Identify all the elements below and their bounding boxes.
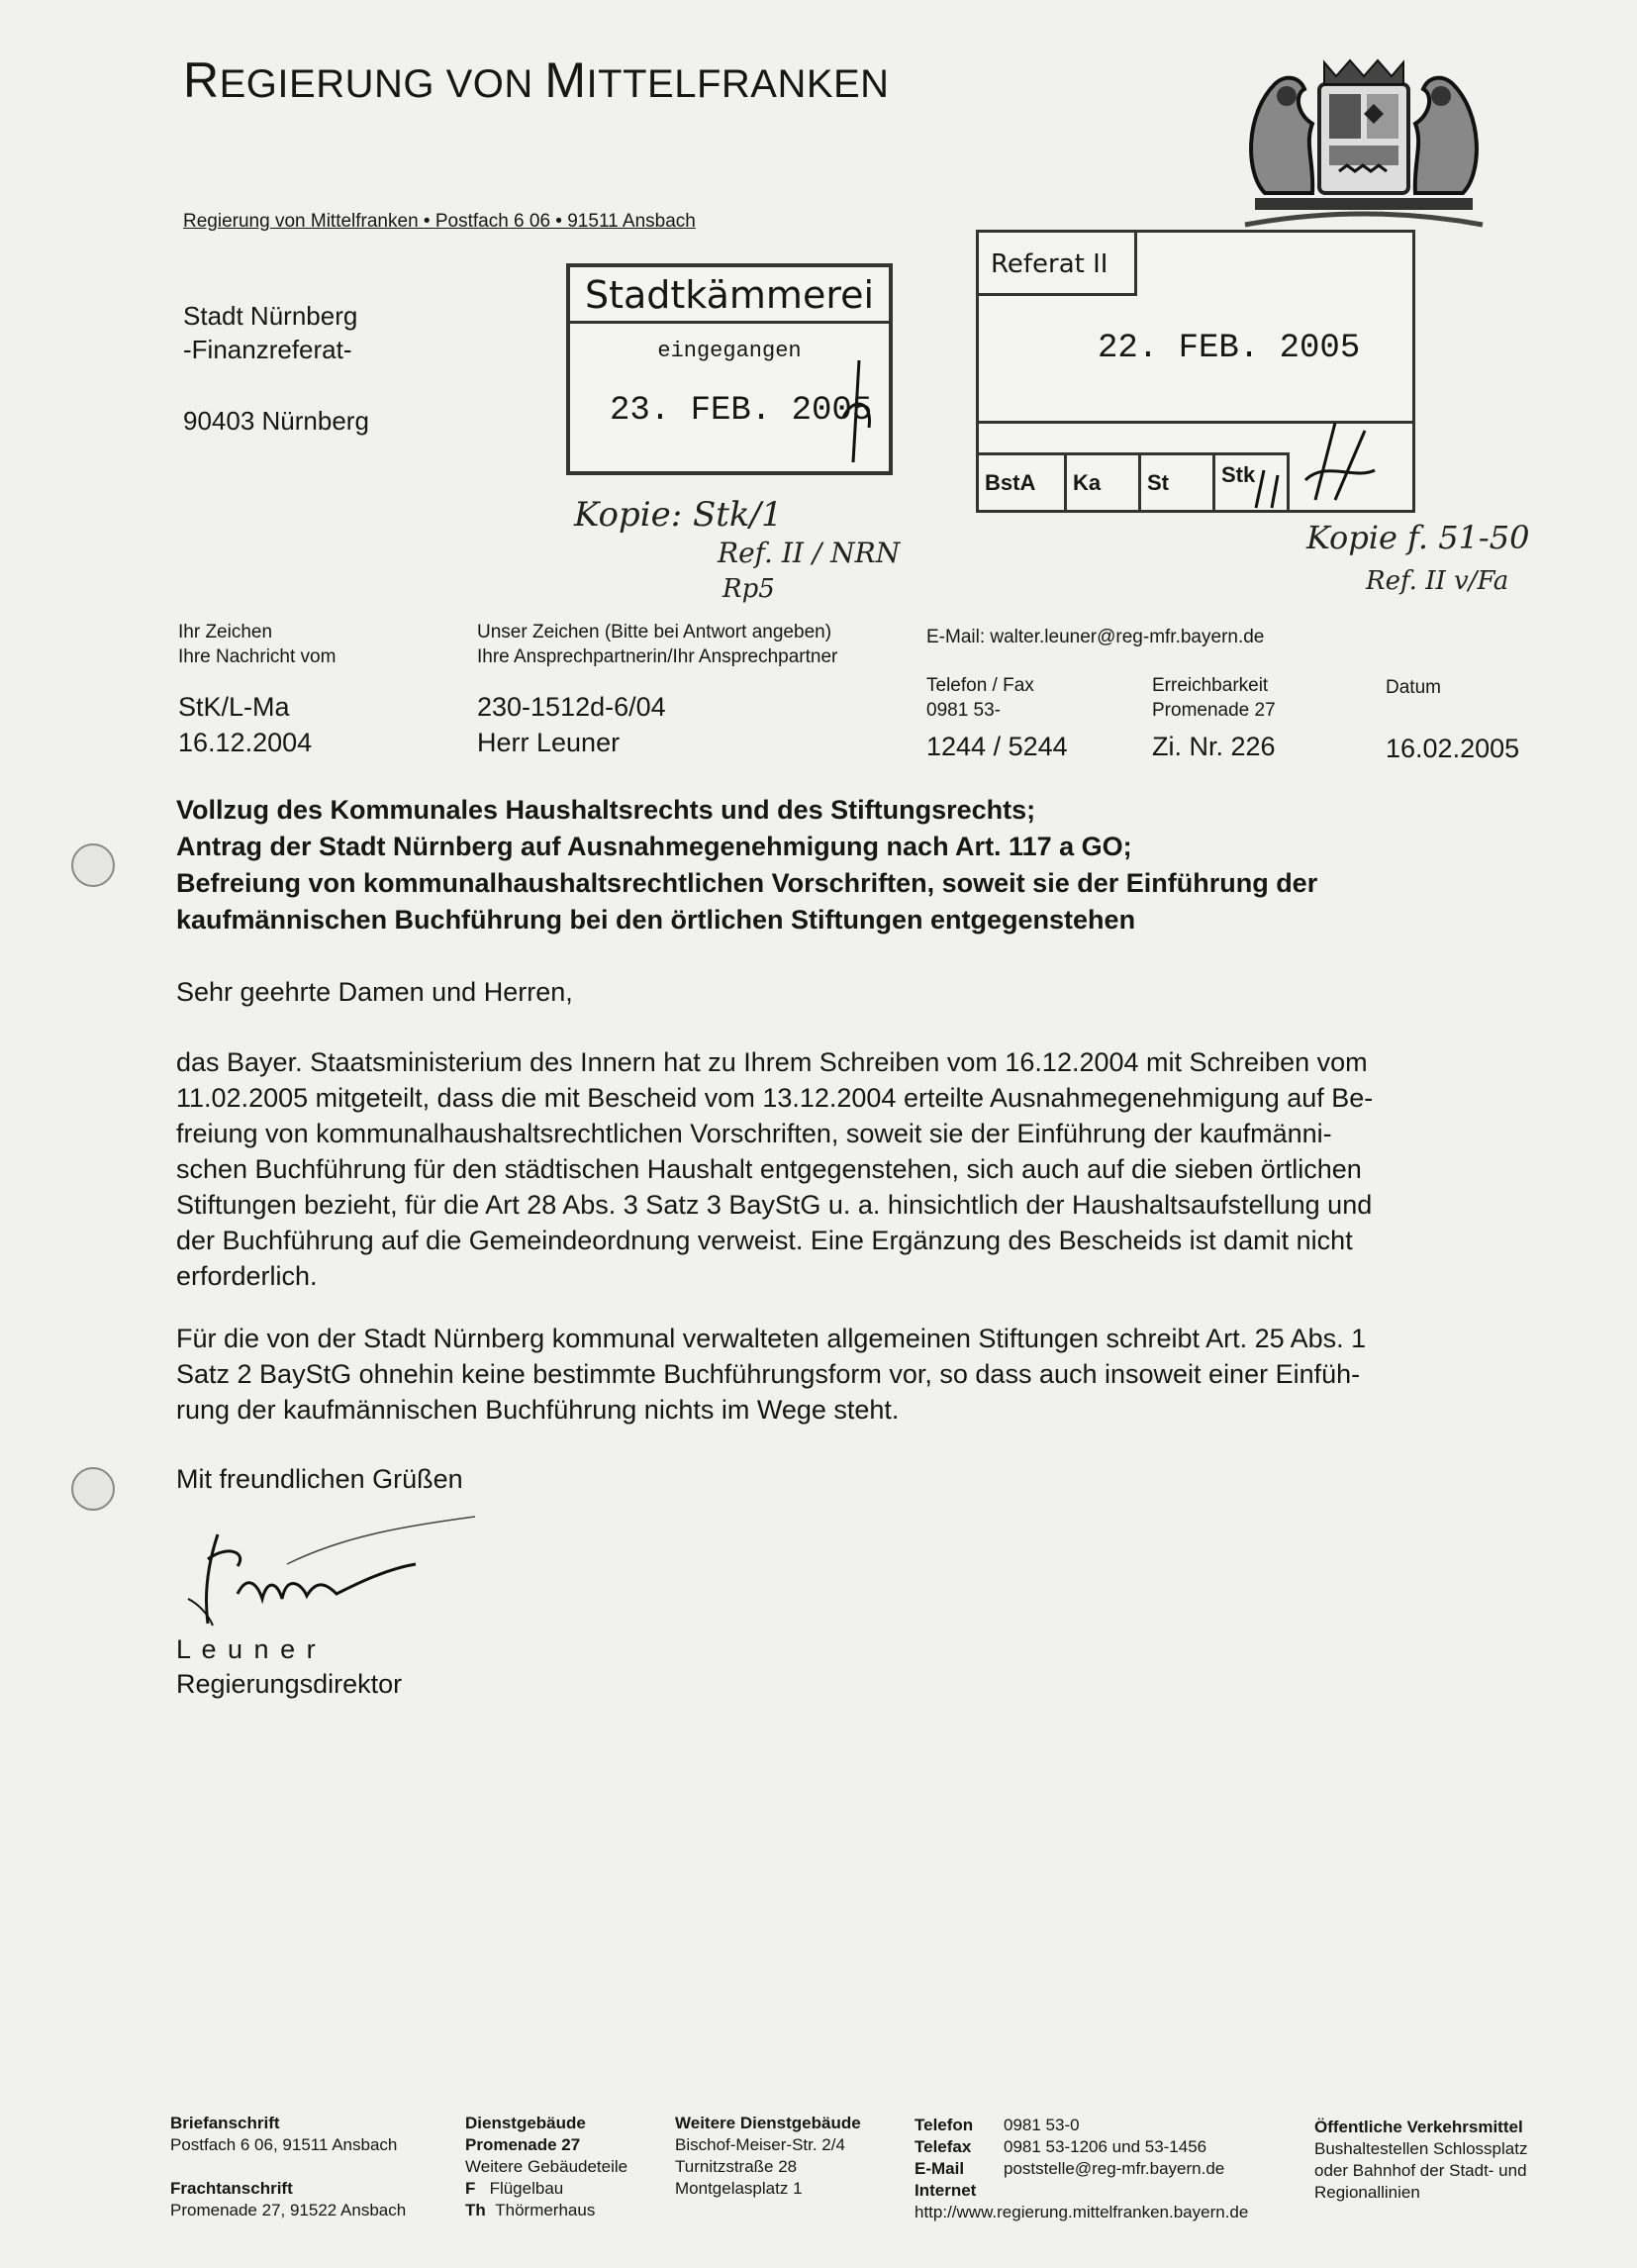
subject-line-1: Vollzug des Kommunales Haushaltsrechts und des Stiftungsrechts; (176, 795, 1036, 825)
paragraph-1-line: erforderlich. (176, 1261, 318, 1291)
handwritten-copy-note-right: Kopie f. 51-50 (1306, 519, 1530, 556)
ihr-zeichen-value: StK/L-Ma (178, 692, 290, 722)
footer-transport (1314, 2117, 1527, 2204)
paragraph-2 (176, 1321, 1502, 1428)
footer-f-value: Flügelbau (489, 2179, 564, 2198)
received-stamp-title: Stadtkämmerei (570, 269, 889, 324)
paragraph-1-line: der Buchführung auf die Gemeindeordnung verweist. Eine Ergänzung des Bescheids ist damit nicht (176, 1226, 1353, 1255)
ihr-zeichen-label: Ihr Zeichen (178, 622, 273, 642)
footer-website-link[interactable]: http://www.regierung.mittelfranken.bayern.de (915, 2203, 1249, 2221)
telefon-value: 1244 / 5244 (926, 732, 1068, 761)
datum-label: Datum (1386, 677, 1441, 698)
footer-buildings (465, 2113, 627, 2221)
paragraph-1 (176, 1044, 1502, 1294)
subject-line-4: kaufmännischen Buchführung bei den örtlichen Stiftungen entgegenstehen (176, 905, 1136, 935)
received-stamp-date: 23. FEB. 2005 (610, 392, 873, 430)
telefon-prefix: 0981 53- (926, 700, 1002, 721)
referat-initials-icon (1236, 421, 1385, 512)
ansprechpartner-label: Ihre Ansprechpartnerin/Ihr Ansprechpartner (477, 646, 838, 667)
recipient-department: -Finanzreferat- (183, 335, 352, 364)
ihre-nachricht-label: Ihre Nachricht vom (178, 646, 337, 667)
referat-cell-stk: Stk (1215, 452, 1290, 510)
footer-internet-label: Internet (915, 2181, 977, 2200)
letter-subject (176, 792, 1493, 938)
footer-briefanschrift-value: Postfach 6 06, 91511 Ansbach (170, 2135, 398, 2154)
handwritten-copy-note-line3: Rp5 (722, 574, 775, 604)
punch-hole (71, 1467, 115, 1511)
paragraph-1-line: freiung von kommunalhaushaltsrechtlichen Vorschriften, soweit sie der Einführung der kaufmänni- (176, 1119, 1332, 1148)
footer-weitere-value-2: Turnitzstraße 28 (675, 2157, 798, 2176)
paragraph-2-line: Für die von der Stadt Nürnberg kommunal verwalteten allgemeinen Stiftungen schreibt Art. 25 Abs. 1 (176, 1324, 1367, 1353)
sender-return-address: Regierung von Mittelfranken • Postfach 6 06 • 91511 Ansbach (183, 211, 696, 232)
paragraph-2-line: rung der kaufmännischen Buchführung nichts im Wege steht. (176, 1395, 900, 1425)
subject-line-2: Antrag der Stadt Nürnberg auf Ausnahmegenehmigung nach Art. 117 a GO; (176, 832, 1132, 861)
paragraph-1-line: Stiftungen bezieht, für die Art 28 Abs. 3 Satz 3 BayStG u. a. hinsichtlich der Haushaltsaufstellung und (176, 1190, 1373, 1220)
ansprechpartner-value: Herr Leuner (477, 728, 621, 757)
footer-telefax-label: Telefax (915, 2137, 972, 2156)
footer-th-value: Thörmerhaus (495, 2201, 596, 2219)
recipient-name: Stadt Nürnberg (183, 301, 358, 331)
punch-hole (71, 843, 115, 887)
footer-telefax-value: 0981 53-1206 und 53-1456 (1004, 2137, 1207, 2156)
paragraph-1-line: das Bayer. Staatsministerium des Innern hat zu Ihrem Schreiben vom 16.12.2004 mit Schreiben vom (176, 1047, 1368, 1077)
footer-dienstgebaeude-label: Dienstgebäude (465, 2114, 586, 2132)
paragraph-1-line: 11.02.2005 mitgeteilt, dass die mit Bescheid vom 13.12.2004 erteilte Ausnahmegenehmigung auf Be- (176, 1083, 1374, 1113)
coat-of-arms-icon (1225, 54, 1502, 233)
referat-cell-ka: Ka (1067, 452, 1141, 510)
signature-name: L e u n e r (176, 1634, 318, 1664)
closing: Mit freundlichen Grüßen (176, 1464, 463, 1494)
footer-telefon-value: 0981 53-0 (1004, 2116, 1080, 2134)
footer-weitere-value-3: Montgelasplatz 1 (675, 2179, 803, 2198)
referat-stamp (976, 230, 1415, 513)
footer-transport-line-2: oder Bahnhof der Stadt- und (1314, 2161, 1527, 2180)
erreichbarkeit-value: Zi. Nr. 226 (1152, 732, 1276, 761)
signature-title: Regierungsdirektor (176, 1669, 403, 1699)
salutation: Sehr geehrte Damen und Herren, (176, 977, 573, 1007)
footer-transport-line-3: Regionallinien (1314, 2183, 1420, 2202)
footer-weitere-value-1: Bischof-Meiser-Str. 2/4 (675, 2135, 845, 2154)
footer-postal (170, 2113, 406, 2221)
footer-briefanschrift-label: Briefanschrift (170, 2114, 280, 2132)
unser-zeichen-value: 230-1512d-6/04 (477, 692, 666, 722)
erreichbarkeit-address: Promenade 27 (1152, 700, 1276, 721)
footer-frachtanschrift-value: Promenade 27, 91522 Ansbach (170, 2201, 407, 2219)
subject-line-3: Befreiung von kommunalhaushaltsrechtlichen Vorschriften, soweit sie der Einführung der (176, 868, 1318, 898)
paragraph-2-line: Satz 2 BayStG ohnehin keine bestimmte Buchführungsform vor, so dass auch insoweit einer Einfüh- (176, 1359, 1361, 1389)
handwritten-copy-note: Kopie: Stk/1 (574, 495, 783, 535)
footer-frachtanschrift-label: Frachtanschrift (170, 2179, 293, 2198)
unser-zeichen-label: Unser Zeichen (Bitte bei Antwort angeben) (477, 622, 832, 642)
handwritten-signature-icon (168, 1505, 485, 1633)
letterhead-title: REGIERUNG VON MITTELFRANKEN (183, 52, 890, 108)
datum-value: 16.02.2005 (1386, 734, 1520, 763)
received-stamp (566, 263, 893, 475)
handwritten-copy-note-right-line2: Ref. II v/Fa (1366, 566, 1509, 596)
erreichbarkeit-label: Erreichbarkeit (1152, 675, 1269, 696)
footer-dienstgebaeude-value: Promenade 27 (465, 2135, 581, 2154)
footer-transport-line-1: Bushaltestellen Schlossplatz (1314, 2139, 1528, 2158)
received-stamp-initials-icon (839, 358, 879, 467)
footer-f-key: F (465, 2179, 476, 2198)
footer-contact (915, 2115, 1248, 2223)
footer-transport-label: Öffentliche Verkehrsmittel (1314, 2118, 1523, 2136)
paragraph-1-line: schen Buchführung für den städtischen Haushalt entgegenstehen, sich auch auf die sieben örtlichen (176, 1154, 1362, 1184)
referat-cell-bsta: BstA (979, 452, 1067, 510)
telefon-label: Telefon / Fax (926, 675, 1034, 696)
email-line: E-Mail: walter.leuner@reg-mfr.bayern.de (926, 627, 1265, 647)
ihre-nachricht-value: 16.12.2004 (178, 728, 313, 757)
recipient-city: 90403 Nürnberg (183, 406, 369, 436)
footer-telefon-label: Telefon (915, 2116, 974, 2134)
footer-gebaeudeteile-label: Weitere Gebäudeteile (465, 2157, 628, 2176)
footer-email-link[interactable]: poststelle@reg-mfr.bayern.de (1004, 2159, 1225, 2178)
referat-stamp-date: 22. FEB. 2005 (1098, 330, 1361, 367)
received-stamp-subtitle: eingegangen (657, 339, 802, 363)
referat-stamp-title: Referat II (979, 233, 1137, 296)
footer-th-key: Th (465, 2201, 486, 2219)
referat-cell-st: St (1141, 452, 1215, 510)
footer-email-label: E-Mail (915, 2159, 965, 2178)
footer-other-buildings (675, 2113, 861, 2200)
footer-weitere-label: Weitere Dienstgebäude (675, 2114, 861, 2132)
handwritten-copy-note-line2: Ref. II / NRN (718, 537, 901, 569)
